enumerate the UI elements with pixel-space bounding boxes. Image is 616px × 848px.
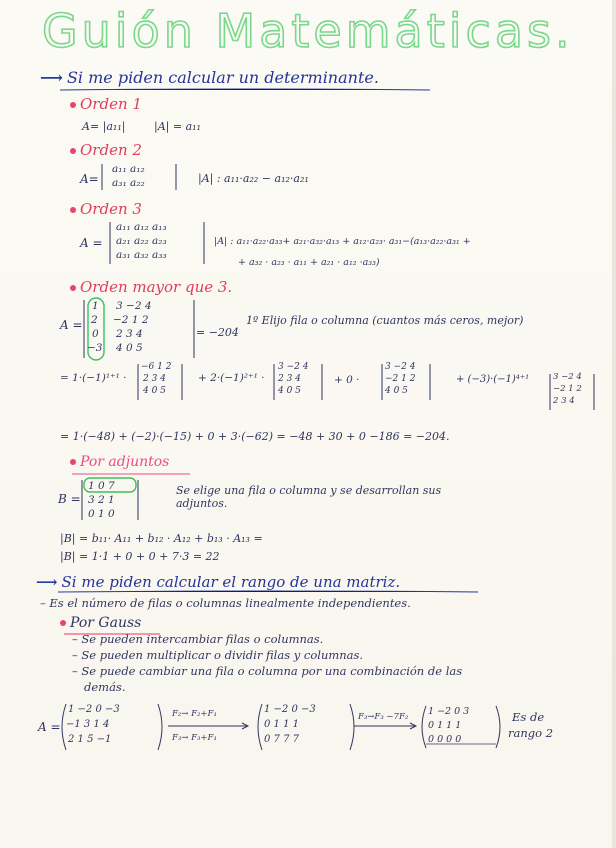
- orden-mayor-text: Orden mayor que 3.: [80, 278, 233, 296]
- matrix-b-row3: 0 7 7 7: [264, 734, 299, 745]
- gauss-rule3: – Se puede cambiar una fila o columna por una combinación de las: [72, 664, 463, 678]
- orden3-row2: a₂₁ a₂₂ a₂₃: [116, 235, 167, 247]
- orden2-row1: a₁₁ a₁₂: [112, 163, 145, 175]
- mayor-col1-r2: 2: [91, 314, 98, 326]
- gauss-text: Por Gauss: [70, 615, 142, 631]
- rango-underline: [58, 590, 478, 594]
- rango-conclusion-1: Es de: [512, 710, 545, 724]
- mayor-row3: 2 3 4: [116, 328, 143, 340]
- mayor-value: = −204: [196, 326, 239, 339]
- op-f3-second: F₃→F₃ −7F₂: [358, 712, 409, 722]
- adjuntos-formula: |B| = b₁₁· A₁₁ + b₁₂ · A₁₂ + b₁₃ · A₁₃ =: [60, 532, 263, 545]
- adjuntos-note1: Se elige una fila o columna y se desarrollan sus: [176, 484, 442, 497]
- orden1-text: Orden 1: [80, 95, 142, 113]
- orden3-result-line2: + a₃₂ · a₂₃ · a₁₁ + a₂₁ · a₁₂ ·a₃₃): [238, 257, 380, 268]
- orden3-result-line1: |A| : a₁₁·a₂₂·a₃₃+ a₂₁·a₃₂·a₁₃ + a₁₂·a₂₃· a₃₁−(a₁₃·a₂₂·a₃₁ +: [214, 236, 471, 247]
- orden-mayor-label: [70, 278, 232, 296]
- adjuntos-row2: 3 2 1: [88, 494, 115, 506]
- bullet-icon: [70, 148, 76, 154]
- mayor-lhs: A =: [60, 318, 83, 332]
- matrix-a-row2: −1 3 1 4: [66, 719, 110, 730]
- bullet-icon: [60, 620, 66, 626]
- minor4-row1: 3 −2 4: [553, 372, 582, 382]
- matrix-b-row1: 1 −2 0 −3: [264, 704, 316, 715]
- bullet-icon: [70, 207, 76, 213]
- mayor-col1-r1: 1: [92, 300, 99, 312]
- orden2-text: Orden 2: [80, 141, 142, 159]
- op-f2: F₂→ F₂+F₁: [172, 709, 217, 719]
- minor1-row1: −6 1 2: [141, 362, 172, 372]
- mayor-result: = 1·(−48) + (−2)·(−15) + 0 + 3·(−62) = −48 + 30 + 0 −186 = −204.: [60, 430, 450, 443]
- orden1-result: |A| = a₁₁: [154, 120, 201, 133]
- bullet-icon: [70, 102, 76, 108]
- rango-conclusion-2: rango 2: [508, 726, 554, 740]
- adjuntos-text: Por adjuntos: [80, 454, 170, 470]
- expansion-term1: = 1·(−1)¹⁺¹ ·: [60, 372, 127, 384]
- rango-definition-text: Es el número de filas o columnas linealmente independientes.: [49, 596, 411, 610]
- matrix-c-row3: 0 0 0 0: [428, 734, 462, 745]
- orden1-label: [70, 95, 142, 113]
- op-f3: F₃→ F₃+F₁: [172, 733, 217, 743]
- minor2-row1: 3 −2 4: [278, 362, 309, 372]
- minor2-row3: 4 0 5: [278, 386, 301, 396]
- page-edge: [612, 0, 616, 848]
- minor2-row2: 2 3 4: [278, 374, 301, 384]
- rango-heading-text: Si me piden calcular el rango de una matriz.: [61, 573, 401, 591]
- minor3-row2: −2 1 2: [385, 374, 416, 384]
- page-title: Guión Matemáticas.: [42, 4, 574, 58]
- expansion-term3: + 0 ·: [334, 374, 360, 386]
- minor4-row3: 2 3 4: [553, 396, 575, 406]
- gauss-rule1: – Se pueden intercambiar filas o columnas.: [72, 632, 324, 646]
- gauss-lhs: A =: [38, 720, 61, 734]
- arrow-right-icon: [168, 722, 252, 730]
- minor3-row1: 3 −2 4: [385, 362, 416, 372]
- heading-underline: [60, 88, 430, 92]
- orden3-row1: a₁₁ a₁₂ a₁₃: [116, 221, 167, 233]
- orden2-label: [70, 141, 142, 159]
- adjuntos-calc: |B| = 1·1 + 0 + 0 + 7·3 = 22: [60, 550, 220, 563]
- expansion-term2: + 2·(−1)²⁺¹ ·: [198, 372, 265, 384]
- gauss-rule2: – Se pueden multiplicar o dividir filas y columnas.: [72, 648, 364, 662]
- mayor-col1-r3: 0: [92, 328, 99, 340]
- mayor-note: 1º Elijo fila o columna (cuantos más ceros, mejor): [246, 314, 524, 327]
- adjuntos-row3: 0 1 0: [88, 508, 115, 520]
- mayor-row1: 3 −2 4: [116, 300, 152, 312]
- orden3-row3: a₃₁ a₃₂ a₃₃: [116, 249, 167, 261]
- orden3-label: [70, 200, 142, 218]
- determinant-heading-text: Si me piden calcular un determinante.: [66, 68, 379, 87]
- adjuntos-row1: 1 0 7: [88, 480, 115, 492]
- minor1-row2: 2 3 4: [143, 374, 166, 384]
- minor4-row2: −2 1 2: [553, 384, 582, 394]
- dash-icon: –: [40, 596, 46, 610]
- adjuntos-lhs: B =: [58, 492, 81, 506]
- orden3-text: Orden 3: [80, 200, 142, 218]
- gauss-label: [60, 615, 141, 631]
- bullet-icon: [70, 285, 76, 291]
- matrix-b-row2: 0 1 1 1: [264, 719, 299, 730]
- determinant-heading: [40, 68, 379, 87]
- orden2-lhs: A=: [80, 172, 99, 186]
- bullet-icon: [70, 459, 76, 465]
- rango-heading: [36, 573, 400, 591]
- arrow-right-icon: ⟶: [36, 573, 58, 591]
- orden2-row2: a₃₁ a₂₂: [112, 177, 145, 189]
- adjuntos-underline: [72, 472, 192, 476]
- matrix-c-row2: 0 1 1 1: [428, 720, 462, 731]
- minor1-row3: 4 0 5: [143, 386, 166, 396]
- arrow-right-icon: [354, 722, 420, 730]
- orden3-lhs: A =: [80, 236, 103, 250]
- rango-definition: [40, 596, 411, 610]
- adjuntos-note2: adjuntos.: [176, 497, 228, 510]
- matrix-c-row1: 1 −2 0 3: [428, 706, 470, 717]
- minor3-row3: 4 0 5: [385, 386, 408, 396]
- orden1-matrix: A= |a₁₁|: [82, 120, 126, 133]
- mayor-row4: 4 0 5: [116, 342, 143, 354]
- mayor-col1-r4: −3: [87, 342, 103, 354]
- orden2-result: |A| : a₁₁·a₂₂ − a₁₂·a₂₁: [198, 172, 309, 185]
- mayor-row2: −2 1 2: [113, 314, 149, 326]
- gauss-rule3-cont: demás.: [84, 680, 126, 694]
- arrow-right-icon: ⟶: [40, 68, 63, 87]
- matrix-a-row1: 1 −2 0 −3: [68, 704, 120, 715]
- adjuntos-label: [70, 454, 169, 470]
- matrix-a-row3: 2 1 5 −1: [68, 734, 112, 745]
- expansion-term4: + (−3)·(−1)⁴⁺¹: [456, 374, 530, 385]
